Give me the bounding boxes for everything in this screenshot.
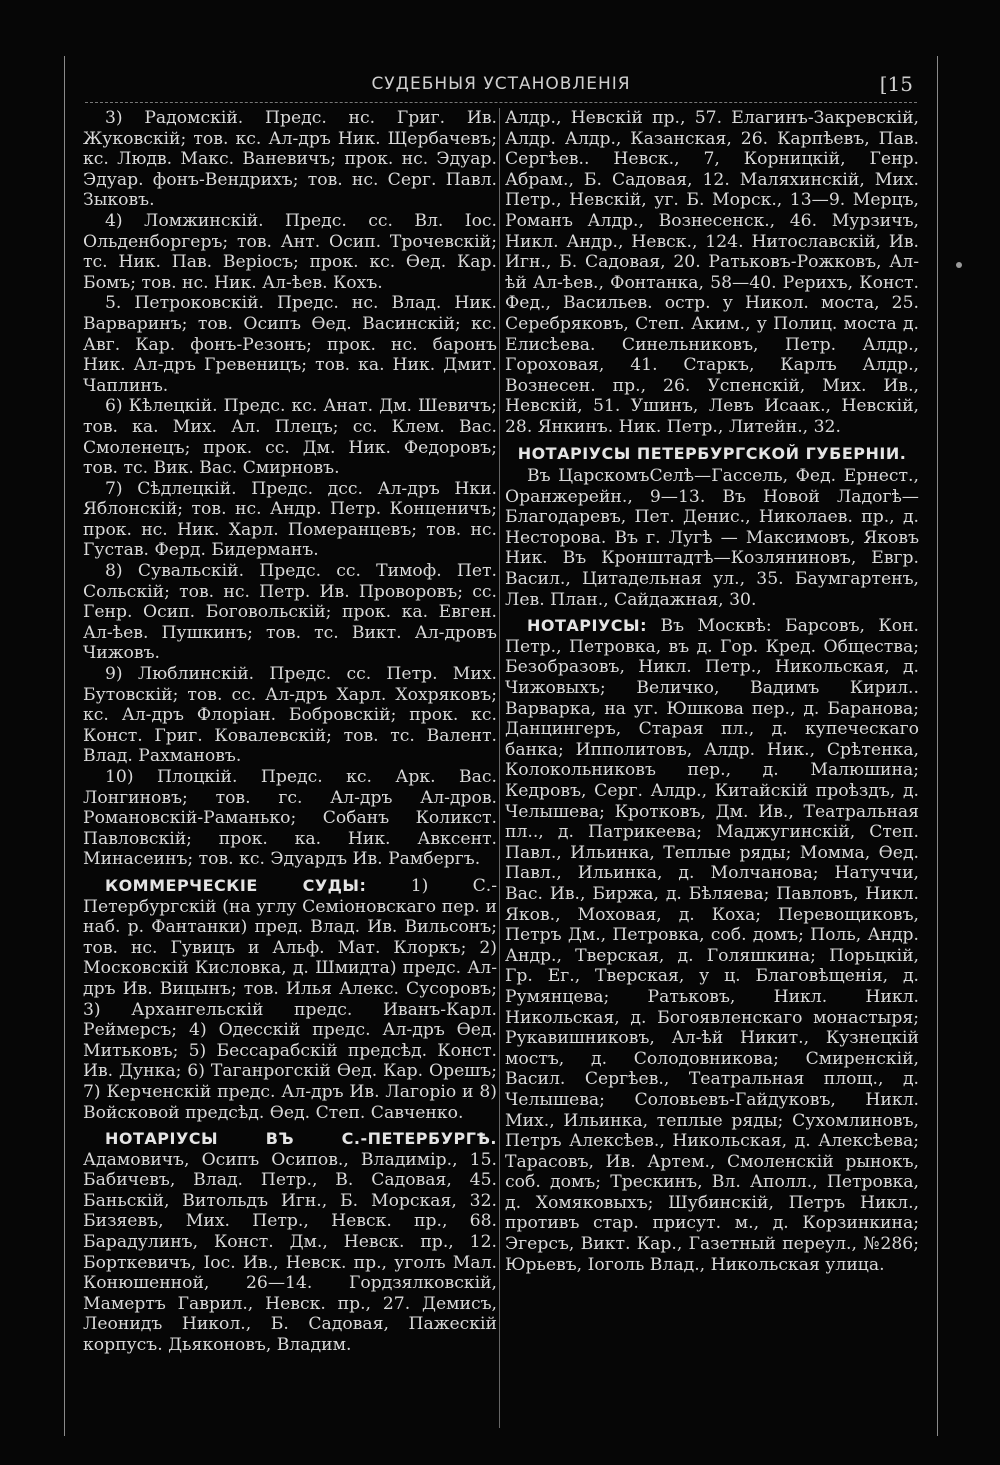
- notaries-moscow-paragraph: [505, 616, 919, 1275]
- header-rule: [85, 102, 917, 103]
- page-number: [15: [879, 72, 913, 96]
- margin-ink-dot: [956, 262, 962, 268]
- notaries-spb-continued: Алдр., Невскiй пр., 57. Елагинъ-Закревскiй, Алдр. Алдр., Казанская, 26. Карпѣевъ, Пав. Сергѣев.. Невск., 7, Корницкiй, Генр. Абрам., Б. Садовая, 12. Маляхинскiй, Мих. Петр., Невскiй, уг. Б. Морск., 13—9. Мерцъ, Романъ Алдр., Вознесенск., 46. Мурзичъ, Никл. Андр., Невск., 124. Нитославскiй, Ив. Игн., Б. Садовая, 20. Ратьковъ-Рожковъ, Ал-ѣй Ал-ѣев., Фонтанка, 58—40. Рерихъ, Конст. Фед., Васильев. остр. у Никол. моста, 25. Серебряковъ, Степ. Аким., у Полиц. моста д. Елисѣева. Синельниковъ, Петр. Алдр., Гороховая, 41. Старкъ, Карлъ Алдр., Вознесен. пр., 26. Успенскiй, Мих. Ив., Невскiй, 51. Ушинъ, Левъ Исаак., Невскiй, 28. Янкинъ. Ник. Петр., Литейн., 32.: [505, 108, 919, 437]
- court-entry-petrokov: 5. Петроковскiй. Предс. нс. Влад. Ник. Варваринъ; тов. Осипъ Өед. Васинскiй; кс. Авг. Кар. фонъ-Резонъ; прок. нс. баронъ Ник. Ал-дръ Гревеницъ; тов. ка. Ник. Дмит. Чаплинъ.: [83, 293, 497, 396]
- notaries-moscow-heading: НОТАРIУСЫ:: [527, 616, 648, 636]
- commercial-courts-paragraph: [83, 876, 497, 1123]
- court-entry-radom: 3) Радомскiй. Предс. нс. Григ. Ив. Жуковскiй; тов. кс. Ал-дръ Ник. Щербачевъ; кс. Людв. Макс. Ваневичъ; прок. нс. Эдуар. Эдуар. фонъ-Вендрихъ; тов. нс. Серг. Павл. Зыковъ.: [83, 108, 497, 211]
- notaries-spb-text-left: Адамовичъ, Осипъ Осипов., Владимiр., 15. Бабичевъ, Влад. Петр., В. Садовая, 45. Баньскiй, Витольдъ Игн., Б. Морская, 32. Бизяевъ, Мих. Петр., Невск. пр., 68. Барадулинъ, Конст. Дм., Невск. пр., 12. Борткевичъ, Iос. Ив., Невск. пр., уголъ Мал. Конюшенной, 26—14. Гордзялковскiй, Мамертъ Гаврил., Невск. пр., 27. Демисъ, Леонидъ Никол., Б. Садовая, Пажескiй корпусъ. Дьяконовъ, Владим.: [83, 1149, 497, 1356]
- notaries-gub-text: Въ ЦарскомъСелѣ—Гассель, Фед. Ернест., Оранжерейн., 9—13. Въ Новой Ладогѣ—Благодаревъ, Пет. Денис., Николаев. пр., д. Несторова. Въ г. Лугѣ — Максимовъ, Яковъ Ник. Въ Кронштадтѣ—Козляниновъ, Евгр. Васил., Цитадельная ул., 35. Баумгартенъ, Лев. План., Сайдажная, 30.: [505, 466, 919, 610]
- court-entry-kielce: 6) Кѣлецкiй. Предс. кс. Анат. Дм. Шевичъ; тов. ка. Мих. Ал. Плецъ; сс. Клем. Вас. Смоленецъ; прок. сс. Дм. Ник. Федоровъ; тов. тс. Вик. Вас. Смирновъ.: [83, 396, 497, 479]
- notaries-moscow-text: Въ Москвѣ: Барсовъ, Кон. Петр., Петровка, въ д. Гор. Кред. Общества; Безобразовъ, Никл. Петр., Никольская, д. Чижовыхъ; Величко, Вадимъ Кирил.. Варварка, на уг. Юшкова пер., д. Баранова; Данцингеръ, Старая пл., д. купеческаго банка; Ипполитовъ, Алдр. Ник., Срѣтенка, Колокольниковъ пер., д. Малюшина; Кедровъ, Серг. Алдр., Китайскiй проѣздъ, д. Челышева; Кротковъ, Дм. Ив., Театральная пл.., д. Патрикеева; Маджугинскiй, Степ. Павл., Ильинка, Теплые ряды; Момма, Өед. Павл., Ильинка, д. Молчанова; Натуччи, Вас. Ив., Биржа, д. Бѣляева; Павловъ, Никл. Яков., Моховая, д. Коха; Перевощиковъ, Петръ Дм., Петровка, соб. домъ; Поль, Андр. Андр., Тверская, д. Голяшкина; Порьцкiй, Гр. Ег., Тверская, у ц. Благовѣщенiя, д. Румянцева; Ратьковъ, Никл. Никл. Никольская, д. Богоявленскаго монастыря; Рукавишниковъ, Ал-ѣй Никит., Кузнецкiй мостъ, д. Солодовникова; Смиренскiй, Васил. Сергѣев., Театральная площ., д. Челышева; Соловьевъ-Гайдуковъ, Никл. Мих., Ильинка, теплые ряды; Сухомлиновъ, Петръ Алексѣев., Никольская, д. Алексѣева; Тарасовъ, Ив. Артем., Смоленскiй рынокъ, соб. домъ; Трескинъ, Вл. Аполл., Петровка, д. Хомяковыхъ; Шубинскiй, Петръ Никл., противъ стар. присут. м., д. Корзинкина; Эгерсъ, Викт. Кар., Газетный переул., №286; Юрьевъ, Iоголь Влад., Никольская улица.: [505, 616, 919, 1275]
- notaries-spb-paragraph: [83, 1129, 497, 1356]
- notaries-spb-heading: НОТАРIУСЫ ВЪ С.-ПЕТЕРБУРГѢ.: [105, 1129, 497, 1149]
- right-column: [505, 108, 919, 1426]
- court-entry-plock: 10) Плоцкiй. Предс. кс. Арк. Вас. Лонгиновъ; тов. гс. Ал-дръ Ал-дров. Романовскiй-Раманько; Собанъ Коликст. Павловскiй; прок. ка. Ник. Авксент. Минасеинъ; тов. кс. Эдуардъ Ив. Рамбергъ.: [83, 767, 497, 870]
- column-divider: [499, 108, 500, 1428]
- court-entry-suwalki: 8) Сувальскiй. Предс. сс. Тимоф. Пет. Сольскiй; тов. нс. Петр. Ив. Проворовъ; сс. Генр. Осип. Боговольскiй; прок. ка. Евген. Ал-ѣев. Пушкинъ; тов. тс. Викт. Ал-дровъ Чижовъ.: [83, 561, 497, 664]
- court-entry-lomzha: 4) Ломжинскiй. Предс. сс. Вл. Iос. Ольденборгеръ; тов. Ант. Осип. Трочевскiй; тс. Ник. Пав. Верiосъ; прок. кс. Өед. Кар. Бомъ; тов. нс. Ник. Ал-ѣев. Кохъ.: [83, 210, 497, 293]
- running-header: СУДЕБНЫЯ УСТАНОВЛЕНIЯ: [371, 74, 631, 94]
- court-entry-lublin: 9) Люблинскiй. Предс. сс. Петр. Мих. Бутовскiй; тов. сс. Ал-дръ Харл. Хохряковъ; кс. Ал-дръ Флорiан. Бобровскiй; прок. кс. Конст. Григ. Ковалевскiй; тов. тс. Валент. Влад. Рахмановъ.: [83, 664, 497, 767]
- page: [64, 56, 938, 1436]
- court-entry-siedlce: 7) Сѣдлецкiй. Предс. дсс. Ал-дръ Нки. Яблонскiй; тов. нс. Андр. Петр. Конценичъ; прок. нс. Ник. Харл. Померанцевъ; тов. нс. Густав. Ферд. Бидерманъ.: [83, 478, 497, 561]
- notaries-gub-heading: НОТАРIУСЫ ПЕТЕРБУРГСКОЙ ГУБЕРНIИ.: [517, 443, 907, 463]
- commercial-courts-text: 1) С.-Петербургскiй (на углу Семiоновскаго пер. и наб. р. Фантанки) пред. Влад. Ив. Вильсонъ; тов. нс. Гувицъ и Альф. Мат. Клоркъ; 2) Московскiй Кисловка, д. Шмидта) предс. Ал-дръ Ив. Вицынъ; тов. Илья Алекс. Сусоровъ; 3) Архангельскiй предс. Иванъ-Карл. Реймерсъ; 4) Одесскiй предс. Ал-дръ Өед. Митьковъ; 5) Бессарабскiй предсѣд. Конст. Ив. Дунка; 6) Таганрогскiй Өед. Кар. Орешъ; 7) Керченскiй предс. Ал-дръ Ив. Лагорiо и 8) Войсковой предсѣд. Өед. Степ. Савченко.: [83, 875, 497, 1123]
- left-column: [83, 108, 497, 1426]
- commercial-courts-heading: КОММЕРЧЕСКIЕ СУДЫ:: [105, 875, 367, 895]
